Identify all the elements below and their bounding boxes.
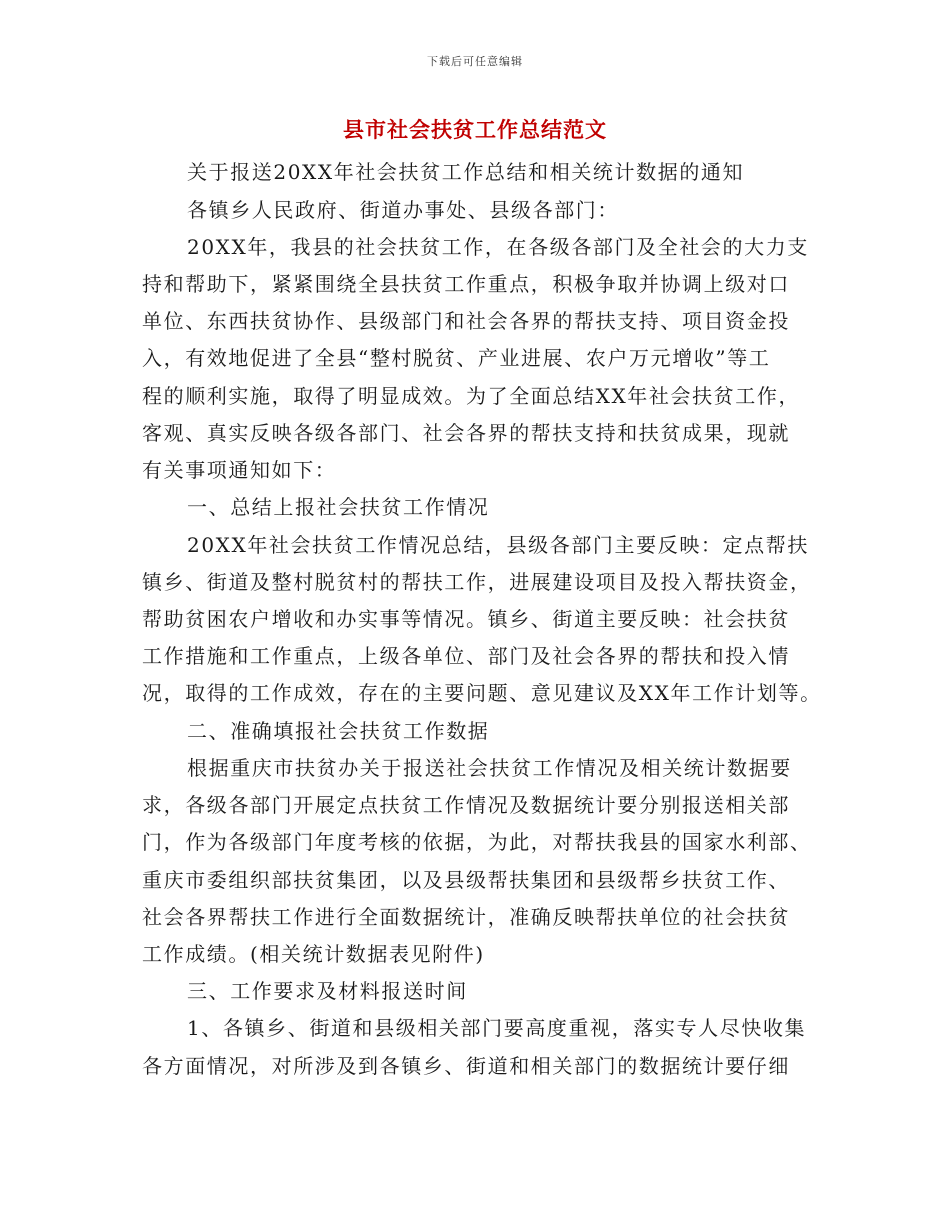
body-line: 重庆市委组织部扶贫集团，以及县级帮扶集团和县级帮乡扶贫工作、 — [142, 868, 790, 892]
section-heading: 三、工作要求及材料报送时间 — [187, 979, 468, 1003]
body-line: 各镇乡人民政府、街道办事处、县级各部门： — [187, 198, 619, 222]
body-line: 入，有效地促进了全县“整村脱贫、产业进展、农户万元增收”等工 — [142, 346, 771, 370]
body-line: 单位、东西扶贫协作、县级部门和社会各界的帮扶支持、项目资金投 — [142, 309, 790, 333]
body-line: 20XX年，我县的社会扶贫工作，在各级各部门及全社会的大力支 — [187, 235, 809, 259]
body-line: 关于报送20XX年社会扶贫工作总结和相关统计数据的通知 — [187, 160, 745, 184]
body-line: 求，各级各部门开展定点扶贫工作情况及数据统计要分别报送相关部 — [142, 793, 790, 817]
body-line: 根据重庆市扶贫办关于报送社会扶贫工作情况及相关统计数据要 — [187, 756, 792, 780]
body-line: 帮助贫困农户增收和办实事等情况。镇乡、街道主要反映：社会扶贫 — [142, 607, 790, 631]
body-line: 工作成绩。(相关统计数据表见附件) — [142, 942, 485, 966]
section-heading: 二、准确填报社会扶贫工作数据 — [187, 719, 490, 743]
body-line: 各方面情况，对所涉及到各镇乡、街道和相关部门的数据统计要仔细 — [142, 1054, 790, 1078]
body-line: 程的顺利实施，取得了明显成效。为了全面总结XX年社会扶贫工作， — [142, 384, 801, 408]
body-line: 1、各镇乡、街道和县级相关部门要高度重视，落实专人尽快收集 — [187, 1016, 807, 1040]
body-line: 客观、真实反映各级各部门、社会各界的帮扶支持和扶贫成果，现就 — [142, 421, 790, 445]
body-line: 有关事项通知如下： — [142, 458, 337, 482]
body-line: 持和帮助下，紧紧围绕全县扶贫工作重点，积极争取并协调上级对口 — [142, 272, 790, 296]
document-title: 县市社会扶贫工作总结范文 — [343, 117, 607, 142]
body-line: 工作措施和工作重点，上级各单位、部门及社会各界的帮扶和投入情 — [142, 644, 790, 668]
body-line: 20XX年社会扶贫工作情况总结，县级各部门主要反映：定点帮扶 — [187, 533, 809, 557]
page-header-note: 下载后可任意编辑 — [427, 55, 523, 68]
body-line: 社会各界帮扶工作进行全面数据统计，准确反映帮扶单位的社会扶贫 — [142, 905, 790, 929]
body-line: 镇乡、街道及整村脱贫村的帮扶工作，进展建设项目及投入帮扶资金， — [142, 570, 812, 594]
body-line: 况，取得的工作成效，存在的主要问题、意见建议及XX年工作计划等。 — [142, 681, 822, 705]
section-heading: 一、总结上报社会扶贫工作情况 — [187, 495, 490, 519]
body-line: 门，作为各级部门年度考核的依据，为此，对帮扶我县的国家水利部、 — [142, 830, 812, 854]
